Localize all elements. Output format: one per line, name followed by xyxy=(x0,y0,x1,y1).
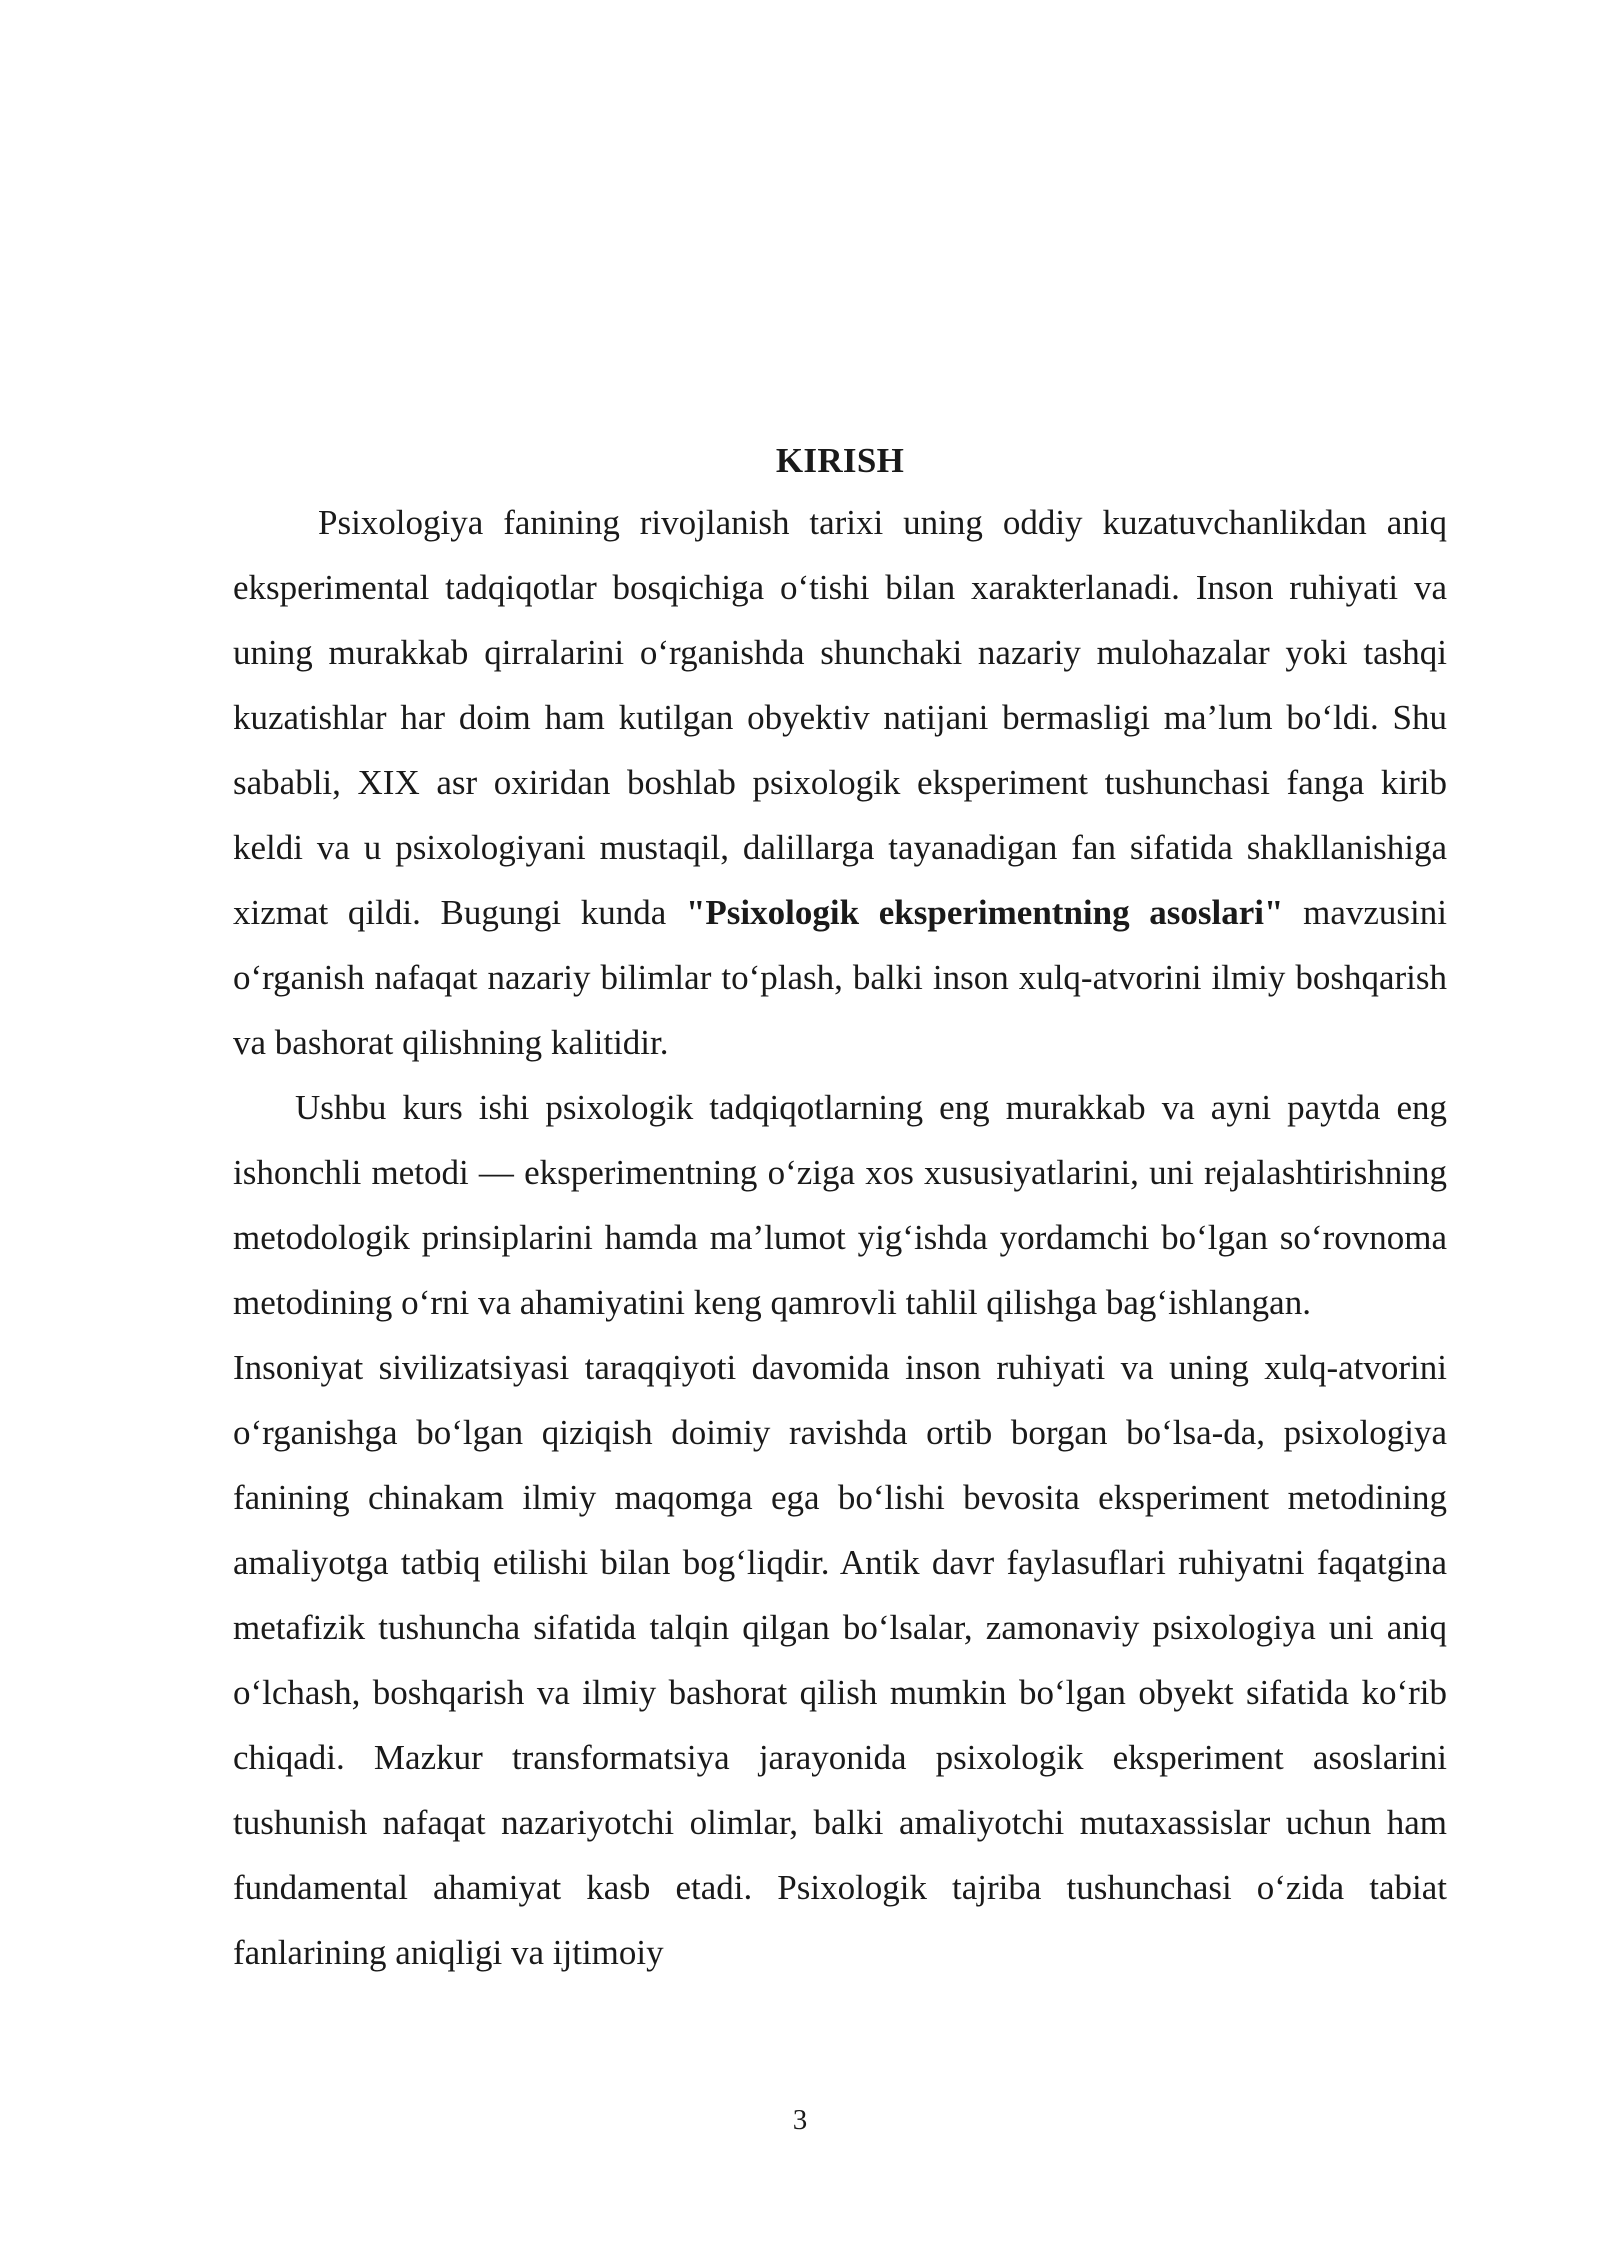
page-number: 3 xyxy=(792,2104,808,2136)
paragraph-intro-text-end: mavzusini o‘rganish nafaqat nazariy bilimlar to‘plash, balki inson xulq-atvorini ilmiy boshqarish va bashorat qilishning kalitidir. xyxy=(233,893,1447,1062)
course-topic-bold: "Psixologik eksperimentning asoslari" xyxy=(686,893,1284,932)
paragraph-intro xyxy=(233,490,1447,1075)
paragraph-history: Insoniyat sivilizatsiyasi taraqqiyoti davomida inson ruhiyati va uning xulq-atvorini o‘rganishga bo‘lgan qiziqish doimiy ravishda ortib borgan bo‘lsa-da, psixologiya fanining chinakam ilmiy maqomga ega bo‘lishi bevosita eksperiment metodining amaliyotga tatbiq etilishi bilan bog‘liqdir. Antik davr faylasuflari ruhiyatni faqatgina metafizik tushuncha sifatida talqin qilgan bo‘lsalar, zamonaviy psixologiya uni aniq o‘lchash, boshqarish va ilmiy bashorat qilish mumkin bo‘lgan obyekt sifatida ko‘rib chiqadi. Mazkur transformatsiya jarayonida psixologik eksperiment asoslarini tushunish nafaqat nazariyotchi olimlar, balki amaliyotchi mutaxassislar uchun ham fundamental ahamiyat kasb etadi. Psixologik tajriba tushunchasi o‘zida tabiat fanlarining aniqligi va ijtimoiy xyxy=(233,1348,1447,1972)
page-content xyxy=(233,434,1447,1985)
paragraph-intro-text-start: Psixologiya fanining rivojlanish tarixi uning oddiy kuzatuvchanlikdan aniq eksperimental tadqiqotlar bosqichiga o‘tishi bilan xarakterlanadi. Inson ruhiyati va uning murakkab qirralarini o‘rganishda shunchaki nazariy mulohazalar yoki tashqi kuzatishlar har doim ham kutilgan obyektiv natijani bermasligi ma’lum bo‘ldi. Shu sababli, XIX asr oxiridan boshlab psixologik eksperiment tushunchasi fanga kirib keldi va u psixologiyani mustaqil, dalillarga tayanadigan fan sifatida shakllanishiga xizmat qildi. Bugungi kunda xyxy=(233,503,1447,932)
section-title: KIRISH xyxy=(775,441,905,480)
paragraph-coursework-purpose: Ushbu kurs ishi psixologik tadqiqotlarning eng murakkab va ayni paytda eng ishonchli metodi — eksperimentning o‘ziga xos xususiyatlarini, uni rejalashtirishning metodologik prinsiplarini hamda ma’lumot yig‘ishda yordamchi bo‘lgan so‘rovnoma metodining o‘rni va ahamiyatini keng qamrovli tahlil qilishga bag‘ishlangan. xyxy=(233,1088,1447,1322)
